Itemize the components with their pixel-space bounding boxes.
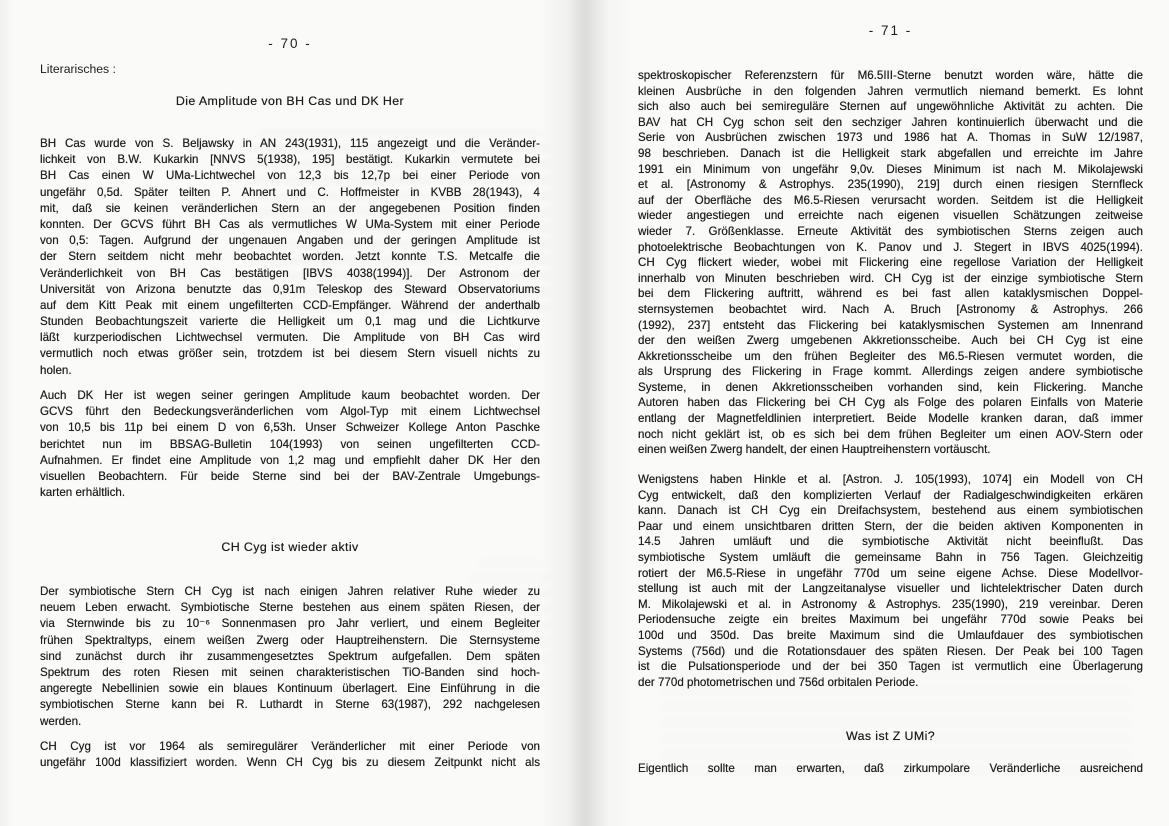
text-line: visuellen Beobachtern. Für beide Sterne sind bei der BAV-Zentrale Umgebungs- xyxy=(40,469,540,483)
text-line: Stunden Beobachtungszeit varierte die Helligkeit um 0,1 mag und die Lichtkurve xyxy=(40,315,540,329)
text-line: innerhalb von Minuten beschrieben wird. CH Cyg ist der einzige symbiotische Stern xyxy=(638,271,1143,285)
text-line: holen. xyxy=(40,363,72,377)
text-line: Aufnahmen. Er findet eine Amplitude von 1,2 mag und empfiehlt daher DK Her den xyxy=(40,453,540,467)
text-line: Auch DK Her ist wegen seiner geringen Amplitude kaum beobachtet worden. Der xyxy=(40,389,540,402)
text-line: 14.5 Jahren umläuft und die symbiotische Aktivität nicht beeinflußt. Das xyxy=(638,535,1143,549)
text-line: kleinen Ausbrüche in den folgenden Jahren vermutlich niemand bemerkt. Es lohnt xyxy=(638,84,1143,98)
text-line: einen weißen Zwerg handelt, der einen Hauptreihenstern vortäuscht. xyxy=(638,443,991,457)
text-line: rotiert der M6.5-Riese in ungefähr 770d um seine eigene Achse. Diese Modellvor- xyxy=(638,566,1143,580)
section-label-literarisches: Literarisches : xyxy=(40,62,116,76)
text-line: wieder 7. Größenklasse. Erneute Aktivität des symbiotischen Sterns zeigen auch xyxy=(638,224,1143,238)
text-line: noch nicht geklärt ist, ob es sich bei dem frühen Begleiter um einen AOV-Stern oder xyxy=(638,427,1143,441)
text-line: CH Cyg ist vor 1964 als semiregulärer Veränderlicher mit einer Periode von xyxy=(40,740,540,753)
text-line: Eigentlich sollte man erwarten, daß zirkumpolare Veränderliche ausreichend xyxy=(638,762,1143,775)
text-line: 1991 ein Minimum von ungefähr 9,0v. Dieses Minimum ist nach M. Mikolajewski xyxy=(638,162,1143,176)
text-line: symbiotischen Sterne kann bei R. Luthardt in Sterne 63(1987), 292 nachgelesen xyxy=(40,698,540,712)
text-line: angeregte Nebellinien sowie ein blaues Kontinuum überlagert. Eine Einführung in die xyxy=(40,682,540,696)
text-line: auf der Oberfläche des M6.5-Riesen verursacht worden. Seitdem ist die Helligkeit xyxy=(638,193,1143,207)
text-line: Paar und einem unsichtbaren dritten Stern, der die beiden aktiven Komponenten in xyxy=(638,519,1143,533)
text-line: Serie von Ausbrüchen zwischen 1973 und 1986 hat A. Thomas in SuW 12/1987, xyxy=(638,131,1143,145)
text-line: der 770d photometrischen und 756d orbitalen Periode. xyxy=(638,675,919,689)
article-heading-z-umi: Was ist Z UMi? xyxy=(845,729,936,743)
text-line: sind zunächst durch ihr zusammengesetztes Spektrum aufgefallen. Dem späten xyxy=(40,649,540,663)
text-line: 98 beschrieben. Danach ist die Helligkeit stark abgefallen und erreichte im Jahre xyxy=(638,146,1143,160)
text-line: Systems (756d) und die Rotationsdauer des späten Riesen. Der Peak bei 100 Tagen xyxy=(638,644,1143,658)
text-line: ist die Pulsationsperiode und der bei 350 Tagen ist vermutlich eine Überlagerung xyxy=(638,660,1143,674)
text-line: BAV hat CH Cyg schon seit den sechziger Jahren kontinuierlich überwacht und die xyxy=(638,115,1143,129)
text-line: Veränderlichkeit von BH Cas bestätigen [IBVS 4038(1994)]. Der Astronom der xyxy=(40,266,540,280)
article-heading-ch-cyg: CH Cyg ist wieder aktiv xyxy=(221,540,359,554)
page-70 xyxy=(40,0,540,826)
paragraph-ch-cyg-1964 xyxy=(40,739,540,771)
page-number: - 71 - xyxy=(868,23,913,38)
text-line: auf dem Kitt Peak mit einem ungefilterten CCD-Empfänger. Während der anderthalb xyxy=(40,298,540,312)
text-line: Akkretionsscheibe um den frühen Begleiter des M6.5-Riesen vermutet worden, die xyxy=(638,349,1143,363)
text-line: mit, daß sie keinen veränderlichen Stern an der angegebenen Position finden xyxy=(40,201,540,215)
text-line: symbiotische System umläuft die gemeinsame Bahn in 756 Tagen. Gleichzeitig xyxy=(638,550,1143,564)
text-line: neuem Leben erwacht. Symbiotische Sterne bestehen aus einem späten Riesen, der xyxy=(40,601,540,615)
text-line: GCVS führt den Bedeckungsveränderlichen vom Algol-Typ mit einem Lichtwechsel xyxy=(40,405,540,419)
text-line: von 0,5: Tagen. Aufgrund der ungenauen Angaben und der geringen Amplitude ist xyxy=(40,234,540,248)
text-line: Systeme, in denen Akkretionsscheiben vorhanden sind, kein Flickering. Manche xyxy=(638,380,1143,394)
text-line: via Sternwinde bis zu 10⁻⁶ Sonnenmasen pro Jahr verliert, und einem Begleiter xyxy=(40,617,540,631)
text-line: stellung ist auch mit der Langzeitanalyse visueller und lichtelektrischer Daten durch xyxy=(638,582,1143,596)
paragraph-ch-cyg-activity xyxy=(638,68,1143,458)
text-line: vermutlich noch etwas größer sein, trotzdem ist bei diesem Stern visuell nichts zu xyxy=(40,347,540,361)
text-line: lichkeit von B.W. Kukarkin [NNVS 5(1938), 195] bestätigt. Kukarkin vermutete bei xyxy=(40,153,540,167)
text-line: (1992), 237] entsteht das Flickering bei kataklysmischen Systemen am Innenrand xyxy=(638,318,1143,332)
text-line: 100d und 350d. Das breite Maximum sind die Umlaufdauer des symbiotischen xyxy=(638,628,1143,642)
text-line: sternsystemen beobachtet wird. Nach A. Bruch [Astronomy & Astrophys. 266 xyxy=(638,302,1143,316)
text-line: frühen Spektraltyps, einem weißen Zwerg oder Hauptreihenstern. Die Sternsysteme xyxy=(40,633,540,647)
text-line: Autoren haben das Flickering bei CH Cyg als Folge des polaren Einfalls von Materie xyxy=(638,396,1143,410)
text-line: Universität von Arizona benutzte das 0,91m Teleskop des Steward Observatoriums xyxy=(40,282,540,296)
paragraph-ch-cyg-model xyxy=(638,472,1143,690)
text-line: M. Mikolajewski et al. in Astronomy & Astrophys. 235(1990), 219 vereinbar. Deren xyxy=(638,597,1143,611)
text-line: ungefähr 100d klassifiziert worden. Wenn CH Cyg bis zu diesem Zeitpunkt nicht als xyxy=(40,756,540,770)
text-line: wieder angestiegen und erreichte nach eigenen visuellen Schätzungen zeitweise xyxy=(638,209,1143,223)
page-number: - 70 - xyxy=(268,36,312,51)
text-line: photoelektrische Beobachtungen von K. Panov und J. Stegert in IBVS 4025(1994). xyxy=(638,240,1143,254)
article-heading-amplitude: Die Amplitude von BH Cas und DK Her xyxy=(175,94,405,108)
text-line: karten erhältlich. xyxy=(40,486,126,500)
text-line: CH Cyg flickert wieder, wobei mit Flickering eine regellose Variation der Helligkeit xyxy=(638,256,1143,270)
page-71 xyxy=(638,0,1143,826)
text-line: konnten. Der GCVS führt BH Cas als vermutliches W UMa-System mit einer Periode xyxy=(40,217,540,231)
text-line: entlang der Magnetfeldlinien interpretiert. Beide Modelle kranken daran, daß immer xyxy=(638,412,1143,426)
text-line: von 10,5 bis 11p bei einem D von 6,53h. Unser Schweizer Kollege Anton Paschke xyxy=(40,421,540,435)
text-line: spektroskopischer Referenzstern für M6.5III-Sterne benutzt worden wäre, hätte die xyxy=(638,69,1143,82)
paragraph-z-umi-intro xyxy=(638,761,1143,777)
page-gutter-shadow xyxy=(540,0,636,826)
text-line: Spektrum des roten Riesen mit seinen charakteristischen TiO-Banden sind hoch- xyxy=(40,665,540,679)
text-line: sich also auch bei semireguläre Sternen auf ungewöhnliche Aktivität zu achten. Die xyxy=(638,100,1143,114)
paragraph-dk-her xyxy=(40,388,540,501)
text-line: der Stern seitdem nicht mehr beobachtet worden. Jetzt konnte T.S. Metcalfe die xyxy=(40,250,540,264)
text-line: bei dem Flickering auftritt, während es bei fast allen kataklysmischen Doppel- xyxy=(638,287,1143,301)
text-line: Periodensuche zeigte ein breites Maximum bei ungefähr 770d sowie Peaks bei xyxy=(638,613,1143,627)
text-line: ungefähr 0,5d. Später teilten P. Ahnert und C. Hoffmeister in KVBB 28(1943), 4 xyxy=(40,185,540,199)
text-line: Wenigstens haben Hinkle et al. [Astron. J. 105(1993), 1074] ein Modell von CH xyxy=(638,473,1143,486)
page-edge-shadow xyxy=(0,0,14,826)
text-line: Der symbiotische Stern CH Cyg ist nach einigen Jahren relativer Ruhe wieder zu xyxy=(40,585,540,598)
text-line: läßt kurzperiodischen Lichtwechsel vermuten. Die Amplitude von BH Cas wird xyxy=(40,331,540,345)
text-line: der den weißen Zwerg umgebenen Akkretionsscheibe. Auch bei CH Cyg ist eine xyxy=(638,334,1143,348)
text-line: als Ursprung des Flickering in Frage kommt. Allerdings zeigen andere symbiotische xyxy=(638,365,1143,379)
paragraph-bh-cas xyxy=(40,136,540,379)
text-line: BH Cas wurde von S. Beljawsky in AN 243(1931), 115 angezeigt und die Veränder- xyxy=(40,137,540,150)
text-line: et al. [Astronomy & Astrophys. 235(1990), 219] durch einen riesigen Sternfleck xyxy=(638,178,1143,192)
paragraph-ch-cyg-intro xyxy=(40,584,540,730)
text-line: berichtet nun im BBSAG-Bulletin 104(1993) von seinen ungefilterten CCD- xyxy=(40,437,540,451)
text-line: kann. Danach ist CH Cyg ein Dreifachsystem, bestehend aus einem symbiotischen xyxy=(638,504,1143,518)
text-line: werden. xyxy=(40,714,82,728)
text-line: BH Cas einen W UMa-Lichtwechel von 12,3 bis 12,7p bei einer Periode von xyxy=(40,169,540,183)
text-line: Cyg entwickelt, daß den komplizierten Verlauf der Radialgeschwindigkeiten erkären xyxy=(638,488,1143,502)
